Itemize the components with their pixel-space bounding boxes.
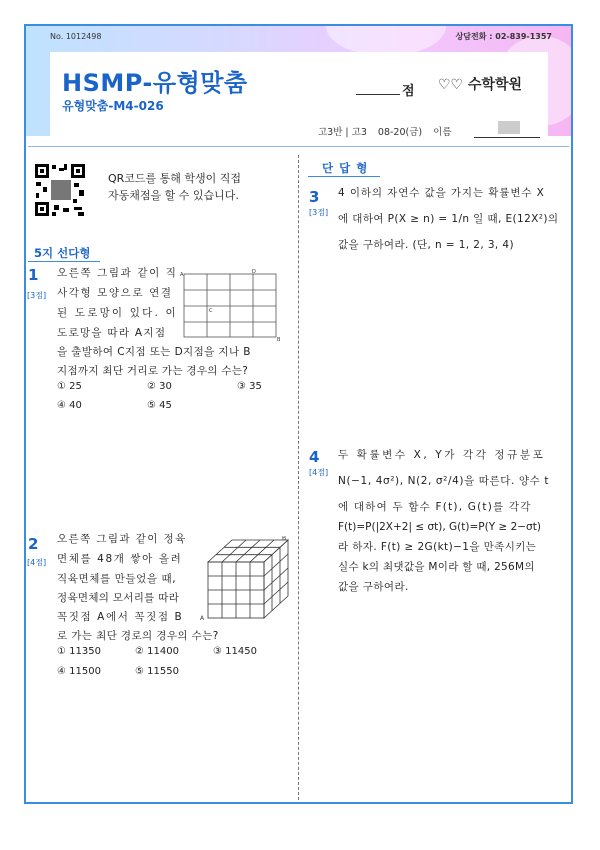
question-text-line: 사각형 모양으로 연결 bbox=[57, 287, 173, 299]
worksheet-code: 유형맞춤-M4-026 bbox=[62, 99, 164, 113]
academy-name: ♡♡ 수학학원 bbox=[438, 77, 523, 93]
question-number: 2 bbox=[28, 535, 39, 553]
question-text-line: 값을 구하여라. bbox=[338, 581, 409, 593]
question-text-line: 면체를 48개 쌓아 올려 bbox=[57, 553, 183, 565]
document-number: No. 1012498 bbox=[50, 32, 102, 41]
cuboid-figure bbox=[198, 536, 290, 622]
point-label-c: C bbox=[209, 308, 213, 314]
question-text-line: N(−1, 4σ²), N(2, σ²/4)을 따른다. 양수 t bbox=[338, 475, 550, 487]
point-label-a: A bbox=[200, 615, 205, 622]
qr-code-icon[interactable] bbox=[34, 163, 86, 217]
question-text-line: 에 대하여 두 함수 F(t), G(t)를 각각 bbox=[338, 501, 532, 513]
question-text-line: 값을 구하여라. (단, n = 1, 2, 3, 4) bbox=[338, 239, 514, 251]
column-divider bbox=[298, 155, 299, 800]
question-text-line: 지점까지 최단 거리로 가는 경우의 수는? bbox=[57, 365, 249, 377]
qr-text-line: QR코드를 통해 학생이 직접 bbox=[108, 172, 242, 185]
student-info bbox=[318, 124, 460, 138]
question-number: 4 bbox=[309, 448, 320, 466]
section-underline bbox=[308, 176, 380, 177]
question-text-line: 을 출발하여 C지점 또는 D지점을 지나 B bbox=[57, 346, 251, 358]
phone-number: 상담전화 : 02-839-1357 bbox=[455, 32, 552, 41]
question-text-line: 4 이하의 자연수 값을 가지는 확률변수 X bbox=[338, 187, 545, 199]
question-text-line: 두 확률변수 X, Y가 각각 정규분포 bbox=[338, 449, 546, 461]
qr-text-line: 자동채점을 할 수 있습니다. bbox=[108, 189, 239, 202]
qr-instructions bbox=[108, 170, 241, 204]
question-text-line: 된 도로망이 있다. 이 bbox=[57, 307, 178, 319]
answer-option[interactable]: ① 11350 bbox=[57, 646, 101, 657]
section-short-answer: 단 답 형 bbox=[322, 161, 369, 175]
point-label-b: B bbox=[277, 337, 281, 343]
question-number: 3 bbox=[309, 188, 320, 206]
page-title: HSMP-유형맞춤 bbox=[62, 69, 248, 97]
question-text-line: 로 가는 최단 경로의 경우의 수는? bbox=[57, 630, 219, 642]
point-label-d: D bbox=[252, 269, 256, 275]
question-text-line: 오른쪽 그림과 같이 직 bbox=[57, 267, 178, 279]
name-label: 이름 bbox=[433, 127, 452, 138]
answer-option[interactable]: ③ 11450 bbox=[213, 646, 257, 657]
answer-option[interactable]: ⑤ 11550 bbox=[135, 666, 179, 677]
question-text-line: 직육면체를 만들었을 때, bbox=[57, 573, 177, 585]
header-divider bbox=[28, 146, 569, 147]
question-points: [4점] bbox=[309, 468, 329, 477]
question-points: [3점] bbox=[27, 291, 47, 300]
point-label-a: A bbox=[180, 272, 184, 278]
question-text-line: 에 대하여 P(X ≥ n) = 1/n 일 때, E(12X²)의 bbox=[338, 213, 559, 225]
point-label-b: B bbox=[282, 536, 287, 542]
question-text-line: 오른쪽 그림과 같이 정육 bbox=[57, 533, 187, 545]
score-label: 점 bbox=[402, 84, 415, 99]
answer-option[interactable]: ③ 35 bbox=[237, 381, 262, 392]
date-info: 08-20(금) bbox=[377, 127, 423, 138]
question-text-line: 꼭짓점 A에서 꼭짓점 B bbox=[57, 611, 184, 623]
name-blank bbox=[474, 137, 540, 138]
question-text-line: F(t)=P(|2X+2| ≤ σt), G(t)=P(Y ≥ 2−σt) bbox=[338, 521, 541, 533]
question-text-line: 정육면체의 모서리를 따라 bbox=[57, 592, 180, 604]
answer-option[interactable]: ④ 11500 bbox=[57, 666, 101, 677]
road-grid-figure bbox=[180, 268, 285, 344]
answer-option[interactable]: ④ 40 bbox=[57, 400, 82, 411]
question-text-line: 라 하자. F(t) ≥ 2G(kt)−1을 만족시키는 bbox=[338, 541, 537, 553]
answer-option[interactable]: ② 30 bbox=[147, 381, 172, 392]
answer-option[interactable]: ① 25 bbox=[57, 381, 82, 392]
class-info: 고3반 | 고3 bbox=[318, 127, 367, 138]
question-number: 1 bbox=[28, 266, 39, 284]
answer-option[interactable]: ⑤ 45 bbox=[147, 400, 172, 411]
section-multiple-choice: 5지 선다형 bbox=[34, 246, 91, 260]
question-text-line: 도로망을 따라 A지점 bbox=[57, 327, 167, 339]
name-redacted bbox=[498, 121, 520, 134]
question-points: [3점] bbox=[309, 208, 329, 217]
section-underline bbox=[28, 261, 100, 262]
answer-option[interactable]: ② 11400 bbox=[135, 646, 179, 657]
score-blank bbox=[356, 94, 400, 95]
question-points: [4점] bbox=[27, 558, 47, 567]
question-text-line: 실수 k의 최댓값을 M이라 할 때, 256M의 bbox=[338, 561, 535, 573]
